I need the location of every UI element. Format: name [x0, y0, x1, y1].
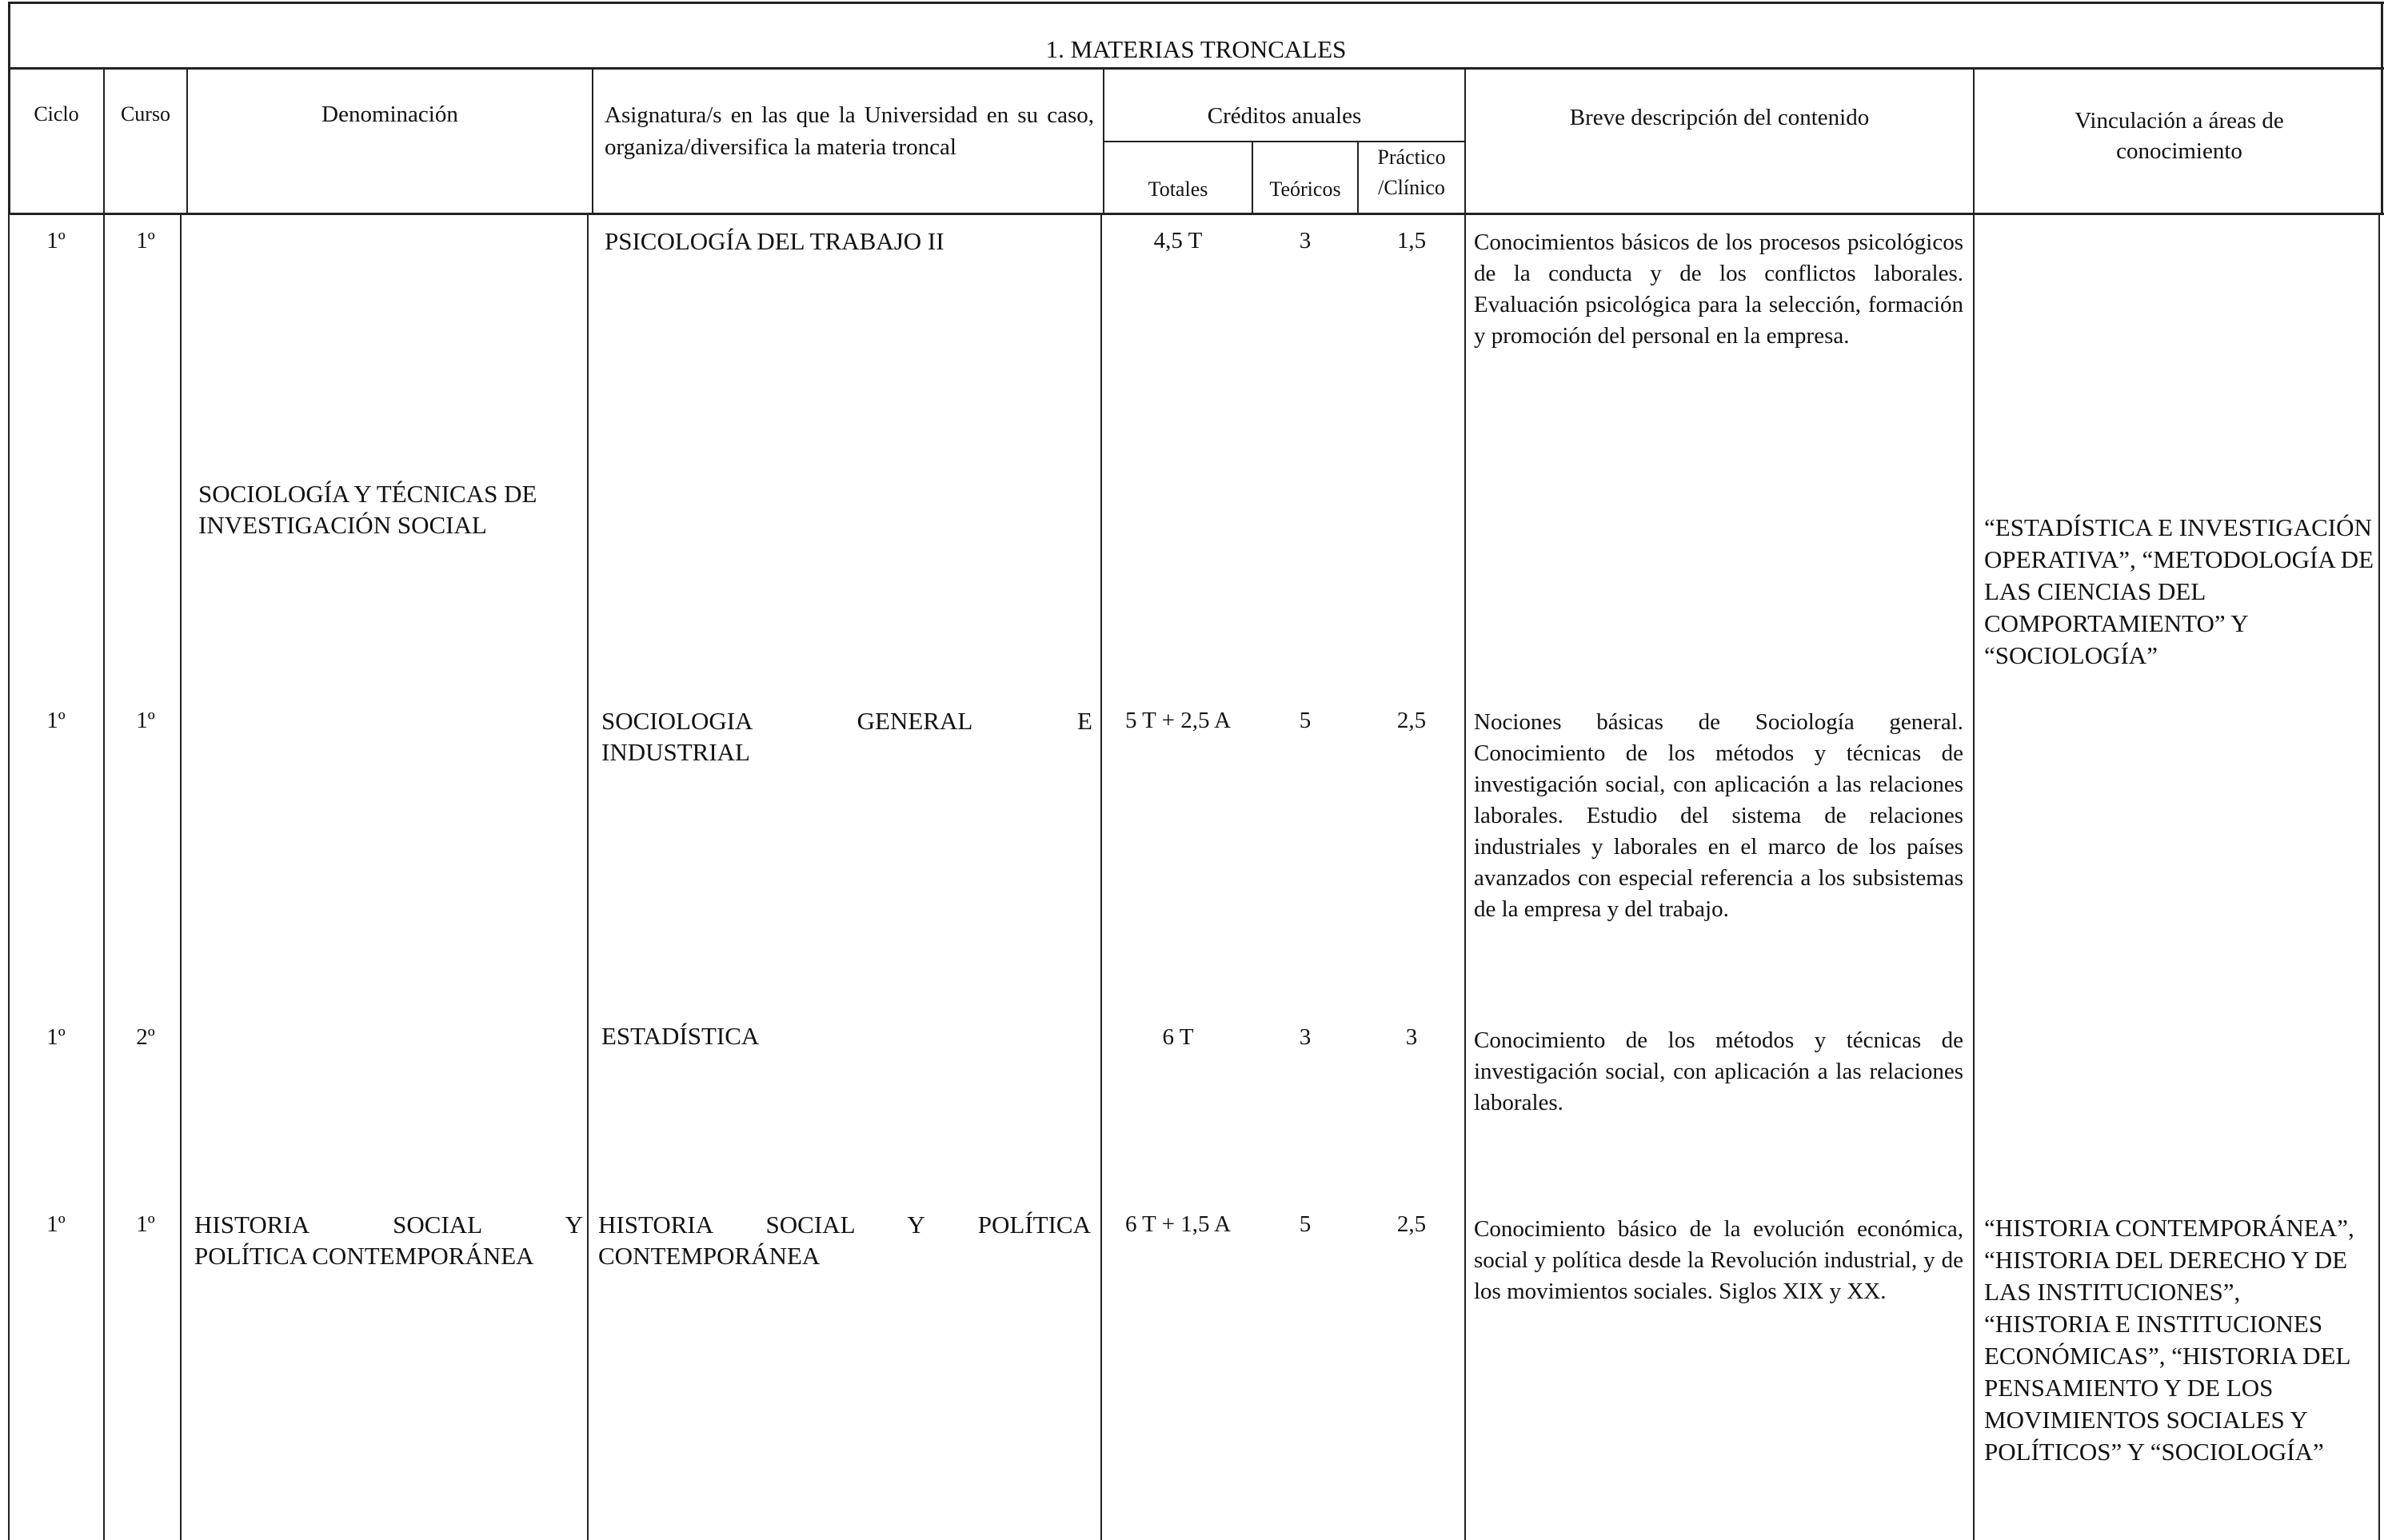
table-border-top: [8, 2, 2384, 4]
row2-ciclo: 1º: [46, 708, 66, 733]
row4-denominacion: [194, 1209, 583, 1271]
row3-descripcion: Conocimiento de los métodos y técnicas de investigación social, con aplicación a las relaciones laborales.: [1474, 1027, 1963, 1115]
row2-asignatura-line2: INDUSTRIAL: [601, 738, 750, 766]
header-descripcion: Breve descripción del contenido: [1569, 105, 1870, 130]
row3-practico: 3: [1405, 1024, 1418, 1050]
body-col-divider: [1973, 213, 1975, 1540]
row4-asignatura-line2: CONTEMPORÁNEA: [598, 1242, 821, 1270]
header-curso: Curso: [120, 102, 171, 126]
body-left-border: [8, 213, 10, 1540]
row4-denominacion-line1: HISTORIA SOCIAL Y: [194, 1211, 583, 1239]
col-divider: [103, 69, 105, 214]
row3-ciclo: 1º: [46, 1024, 66, 1050]
row1-descripcion: Conocimientos básicos de los procesos psicológicos de la conducta y de los conflictos laborales. Evaluación psicológica para la selección, formación y promoción del personal en la empresa.: [1474, 229, 1963, 349]
row4-ciclo: 1º: [46, 1211, 66, 1237]
row2-totales: 5 T + 2,5 A: [1124, 708, 1232, 733]
row4-descripcion: Conocimiento básico de la evolución económica, social y política desde la Revolución industrial, y de los movimientos sociales. Siglos XIX y XX.: [1474, 1216, 1963, 1304]
title-separator: [8, 67, 2384, 70]
row1-teoricos: 3: [1299, 228, 1312, 253]
row4-teoricos: 5: [1299, 1211, 1312, 1237]
row2-teoricos: 5: [1299, 708, 1312, 733]
row2-asignatura: [601, 705, 1092, 768]
row3-totales: 6 T: [1162, 1024, 1194, 1050]
body-col-divider: [587, 213, 589, 1540]
group-denominacion: SOCIOLOGÍA Y TÉCNICAS DE INVESTIGACIÓN SOCIAL: [198, 480, 537, 539]
group-vinculacion: “ESTADÍSTICA E INVESTIGACIÓN OPERATIVA”, “METODOLOGÍA DE LAS CIENCIAS DEL COMPORTAMIENTO” Y “SOCIOLOGÍA”: [1984, 513, 2374, 669]
col-divider: [1973, 69, 1975, 214]
header-totales: Totales: [1148, 178, 1208, 201]
header-teoricos: Teóricos: [1269, 178, 1341, 201]
row1-totales: 4,5 T: [1153, 228, 1203, 253]
col-divider: [186, 69, 188, 214]
row3-curso: 2º: [136, 1024, 155, 1050]
row4-totales: 6 T + 1,5 A: [1124, 1211, 1232, 1237]
table-title: 1. MATERIAS TRONCALES: [1045, 35, 1347, 63]
body-col-divider: [180, 213, 182, 1540]
body-col-divider: [103, 213, 105, 1540]
row4-denominacion-line2: POLÍTICA CONTEMPORÁNEA: [194, 1242, 534, 1270]
row4-asignatura: [598, 1209, 1091, 1271]
row1-curso: 1º: [136, 228, 155, 253]
header-denominacion: Denominación: [321, 102, 458, 127]
row1-practico: 1,5: [1396, 228, 1427, 253]
header-separator: [8, 213, 2384, 215]
body-col-divider: [1464, 213, 1466, 1540]
row4-asignatura-line1: HISTORIA SOCIAL Y POLÍTICA: [598, 1211, 1091, 1239]
row1-ciclo: 1º: [46, 228, 66, 253]
row2-curso: 1º: [136, 708, 155, 733]
row3-teoricos: 3: [1299, 1024, 1312, 1050]
col-divider: [1464, 69, 1466, 214]
row2-practico: 2,5: [1396, 708, 1427, 733]
header-ciclo: Ciclo: [34, 102, 79, 126]
row2-descripcion: Nociones básicas de Sociología general. Conocimiento de los métodos y técnicas de investigación social, con aplicación a las relaciones laborales. Estudio del sistema de relaciones industriales y laborales en el marco de los países avanzados con especial referencia a los subsistemas de la empresa y del trabajo.: [1474, 709, 1963, 922]
header-asignatura: Asignatura/s en las que la Universidad en su caso, organiza/diversifica la materia troncal: [605, 102, 1094, 160]
row3-asignatura: ESTADÍSTICA: [601, 1022, 760, 1050]
row2-asignatura-line1: SOCIOLOGIA GENERAL E: [601, 707, 1092, 735]
header-creditos: Créditos anuales: [1207, 103, 1362, 129]
header-vinculacion: Vinculación a áreas de conocimiento: [2075, 108, 2284, 164]
col-divider: [592, 69, 593, 214]
header-practico: Práctico /Clínico: [1377, 146, 1446, 199]
row1-asignatura: PSICOLOGÍA DEL TRABAJO II: [605, 227, 944, 255]
body-col-divider: [1100, 213, 1102, 1540]
body-right-border: [2378, 213, 2380, 1540]
row4-practico: 2,5: [1396, 1211, 1427, 1237]
row4-curso: 1º: [136, 1211, 155, 1237]
row4-vinculacion: “HISTORIA CONTEMPORÁNEA”, “HISTORIA DEL DERECHO Y DE LAS INSTITUCIONES”, “HISTORIA E INSTITUCIONES ECONÓMICAS”, “HISTORIA DEL PENSAMIENTO Y DE LOS MOVIMIENTOS SOCIALES Y POLÍTICOS” Y “SOCIOLOGÍA”: [1984, 1214, 2354, 1466]
